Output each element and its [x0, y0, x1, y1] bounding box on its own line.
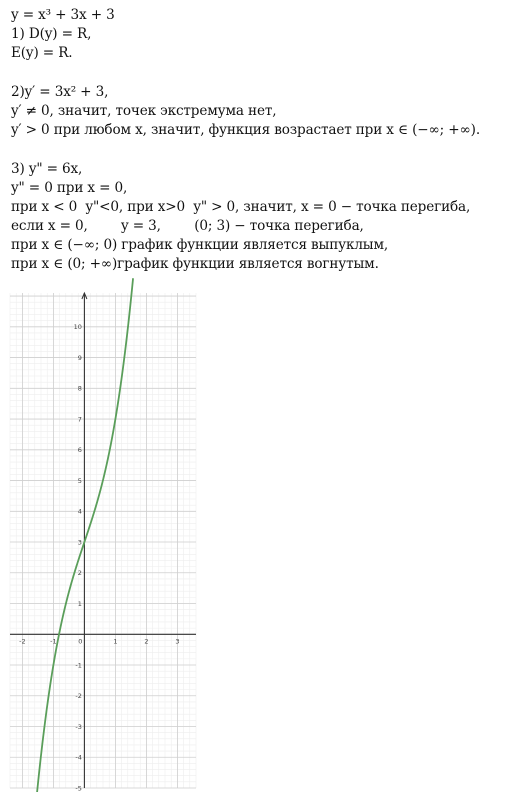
x-tick-label: 3 [175, 637, 180, 646]
x-tick-label: 2 [144, 637, 149, 646]
tick-labels [19, 323, 179, 792]
x-tick-label: 0 [78, 637, 83, 646]
y-tick-label: 6 [77, 446, 82, 455]
y-tick-label: -3 [75, 722, 82, 731]
y-tick-label: 3 [77, 538, 82, 547]
y-tick-label: 2 [77, 569, 82, 578]
convex-statement: при x ∈ (−∞; 0) график функции является выпуклым, [11, 237, 389, 254]
y-tick-label: 9 [77, 353, 82, 362]
no-extrema-statement: y′ ≠ 0, значит, точек экстремума нет, [11, 102, 277, 119]
x-tick-label: 1 [113, 637, 118, 646]
range-statement: E(y) = R. [11, 45, 73, 62]
domain-statement: 1) D(y) = R, [11, 26, 92, 43]
y-tick-label: 7 [77, 415, 82, 424]
y-tick-label: -1 [75, 661, 82, 670]
y-tick-label: 10 [73, 323, 82, 332]
second-derivative-statement: 3) y" = 6x, [11, 160, 83, 177]
function-formula: y = x³ + 3x + 3 [11, 7, 115, 23]
function-graph [10, 293, 196, 792]
y-tick-label: 1 [77, 599, 82, 608]
y-tick-label: 4 [77, 507, 82, 516]
sign-change-statement: при x < 0 y"<0, при x>0 y" > 0, значит, x = 0 − точка перегиба, [11, 198, 471, 215]
derivative-statement: 2)y′ = 3x² + 3, [11, 83, 109, 100]
y-tick-label: -5 [75, 784, 82, 792]
spacer [11, 64, 516, 83]
second-derivative-zero: y" = 0 при x = 0, [11, 179, 128, 196]
inflection-point-statement: если x = 0, y = 3, (0; 3) − точка перегиба, [11, 218, 364, 235]
minor-grid [10, 293, 196, 788]
x-tick-label: -1 [50, 637, 57, 646]
spacer [11, 140, 516, 159]
y-tick-label: -4 [75, 753, 82, 762]
increasing-statement: y′ > 0 при любом x, значит, функция возрастает при x ∈ (−∞; +∞). [11, 122, 480, 139]
graph-svg [10, 293, 196, 792]
concave-statement: при x ∈ (0; +∞)график функции является вогнутым. [11, 256, 379, 273]
y-tick-label: 8 [77, 384, 82, 393]
solution-text [11, 6, 516, 275]
x-tick-label: -2 [19, 637, 26, 646]
y-tick-label: -2 [75, 692, 82, 701]
y-tick-label: 5 [77, 476, 82, 485]
